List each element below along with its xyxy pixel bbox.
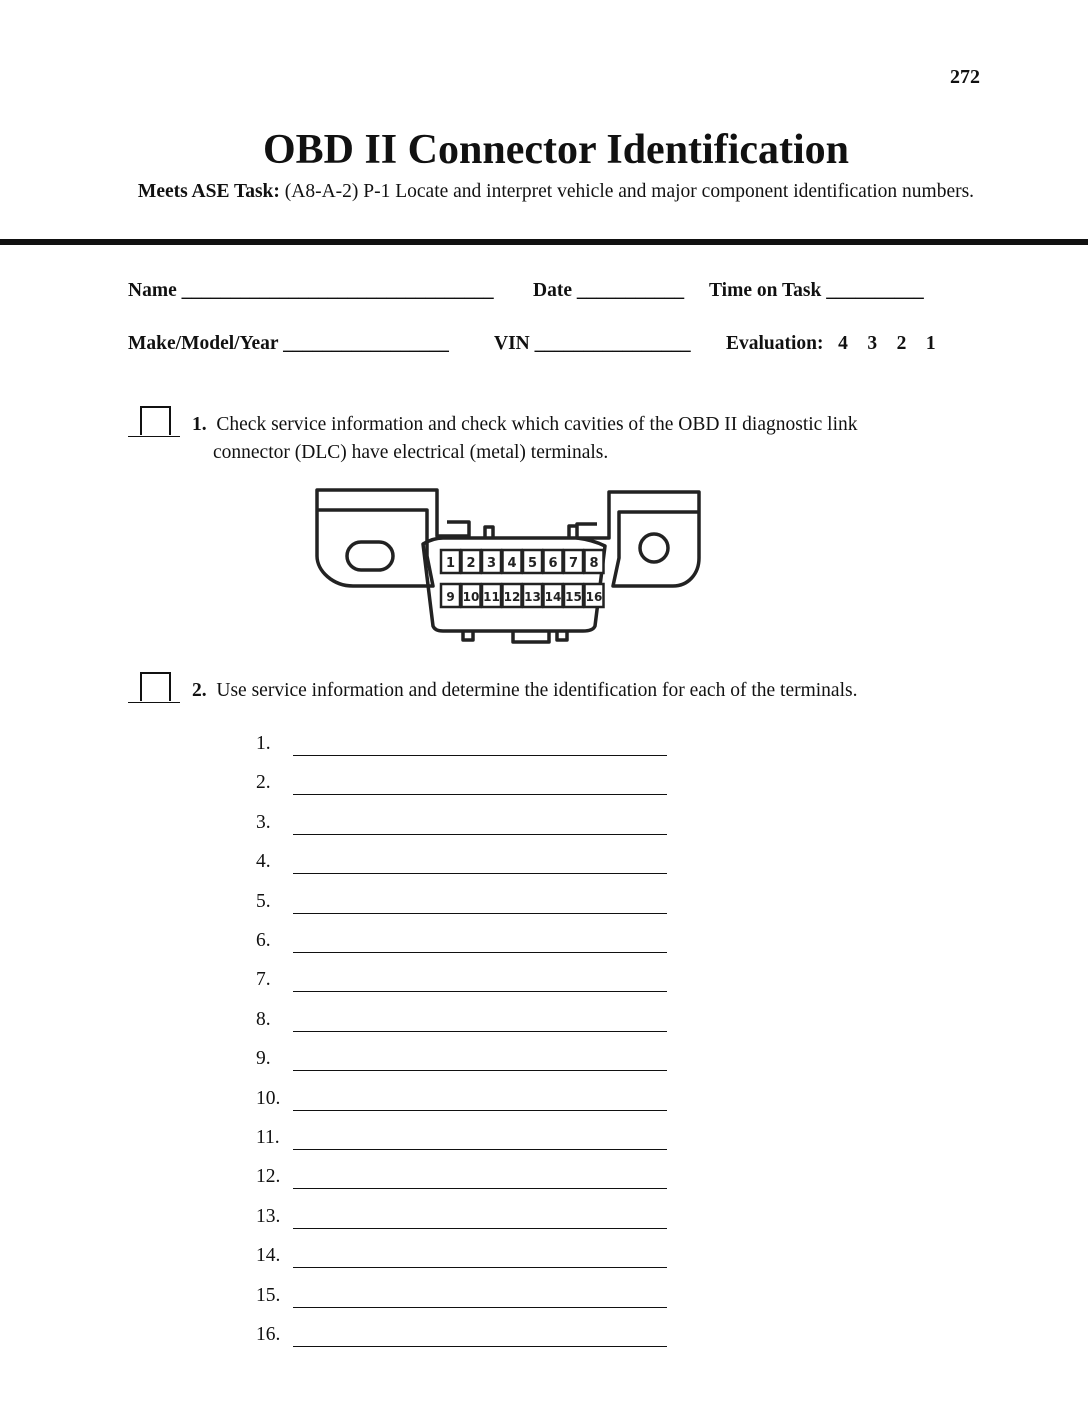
answer-number: 15. bbox=[256, 1284, 281, 1306]
pin-number: 4 bbox=[507, 556, 517, 571]
obd2-connector-diagram bbox=[313, 486, 703, 644]
step-2 bbox=[192, 677, 857, 705]
answer-line[interactable] bbox=[293, 873, 667, 874]
answer-line[interactable] bbox=[293, 913, 667, 914]
answer-number: 6. bbox=[256, 930, 271, 951]
ase-task-text: (A8-A-2) P-1 Locate and interpret vehicle and major component identification numbers. bbox=[279, 181, 975, 202]
pin-number: 10 bbox=[462, 590, 480, 604]
answer-line[interactable] bbox=[293, 1228, 667, 1229]
answer-number: 2. bbox=[256, 772, 271, 794]
pin-number: 16 bbox=[585, 590, 603, 604]
answer-line[interactable] bbox=[293, 1031, 667, 1032]
step-1-checkbox[interactable] bbox=[128, 406, 180, 437]
answer-number: 16. bbox=[256, 1324, 281, 1345]
pin-number: 3 bbox=[486, 556, 497, 571]
answer-number: 1. bbox=[256, 733, 271, 754]
answer-number: 10. bbox=[256, 1087, 281, 1109]
answer-line[interactable] bbox=[293, 1188, 667, 1189]
pin-number: 5 bbox=[527, 556, 538, 571]
answer-line[interactable] bbox=[293, 794, 667, 795]
answer-number: 14. bbox=[256, 1245, 281, 1267]
ase-task-label: Meets ASE Task: bbox=[137, 181, 280, 202]
answer-line[interactable] bbox=[293, 952, 667, 953]
pin-number: 8 bbox=[589, 556, 599, 571]
ase-task bbox=[130, 178, 982, 205]
pin-number: 11 bbox=[483, 590, 500, 604]
pin-number: 6 bbox=[548, 556, 558, 571]
step-1-text: Check service information and check which cavities of the OBD II diagnostic link bbox=[216, 414, 858, 435]
answer-number: 13. bbox=[256, 1205, 281, 1227]
step-1 bbox=[192, 411, 858, 467]
pin-number: 12 bbox=[503, 590, 521, 604]
answer-line[interactable] bbox=[293, 1070, 667, 1071]
answer-line[interactable] bbox=[293, 1110, 667, 1111]
divider bbox=[0, 239, 1088, 245]
date-field[interactable]: Date ___________ bbox=[533, 280, 685, 301]
page-title: OBD II Connector Identification bbox=[262, 127, 850, 173]
answer-number: 4. bbox=[256, 851, 271, 873]
page-number: 272 bbox=[950, 66, 980, 88]
pin-number: 2 bbox=[466, 556, 476, 571]
make-model-year-field[interactable]: Make/Model/Year _________________ bbox=[128, 333, 449, 354]
step-2-checkbox[interactable] bbox=[128, 672, 180, 703]
vin-field[interactable]: VIN ________________ bbox=[494, 333, 691, 354]
name-field[interactable]: Name ________________________________ bbox=[128, 280, 494, 301]
answer-number: 9. bbox=[256, 1048, 271, 1070]
answer-number: 3. bbox=[256, 811, 271, 833]
step-1-text-cont: connector (DLC) have electrical (metal) terminals. bbox=[213, 442, 609, 463]
answer-number: 12. bbox=[256, 1166, 281, 1188]
answer-number: 8. bbox=[256, 1008, 271, 1030]
step-2-number: 2. bbox=[192, 680, 207, 701]
answer-number: 5. bbox=[256, 890, 271, 912]
pin-number: 9 bbox=[446, 590, 455, 604]
answer-line[interactable] bbox=[293, 834, 667, 835]
pin-number: 7 bbox=[568, 556, 579, 571]
answer-number: 11. bbox=[256, 1127, 280, 1148]
answer-line[interactable] bbox=[293, 1346, 667, 1347]
answer-line[interactable] bbox=[293, 755, 667, 756]
pin-number: 15 bbox=[565, 590, 582, 604]
pin-number: 13 bbox=[524, 590, 541, 604]
pin-number: 1 bbox=[445, 556, 456, 571]
step-2-text: Use service information and determine the identification for each of the terminals. bbox=[216, 680, 858, 701]
pin-number: 14 bbox=[544, 590, 562, 604]
step-1-number: 1. bbox=[192, 414, 207, 435]
evaluation-field[interactable]: Evaluation: 4 3 2 1 bbox=[726, 333, 936, 354]
answer-line[interactable] bbox=[293, 1149, 667, 1150]
answer-line[interactable] bbox=[293, 1307, 667, 1308]
answer-number: 7. bbox=[256, 969, 271, 991]
time-on-task-field[interactable]: Time on Task __________ bbox=[709, 280, 924, 301]
answer-line[interactable] bbox=[293, 991, 667, 992]
answer-line[interactable] bbox=[293, 1267, 667, 1268]
